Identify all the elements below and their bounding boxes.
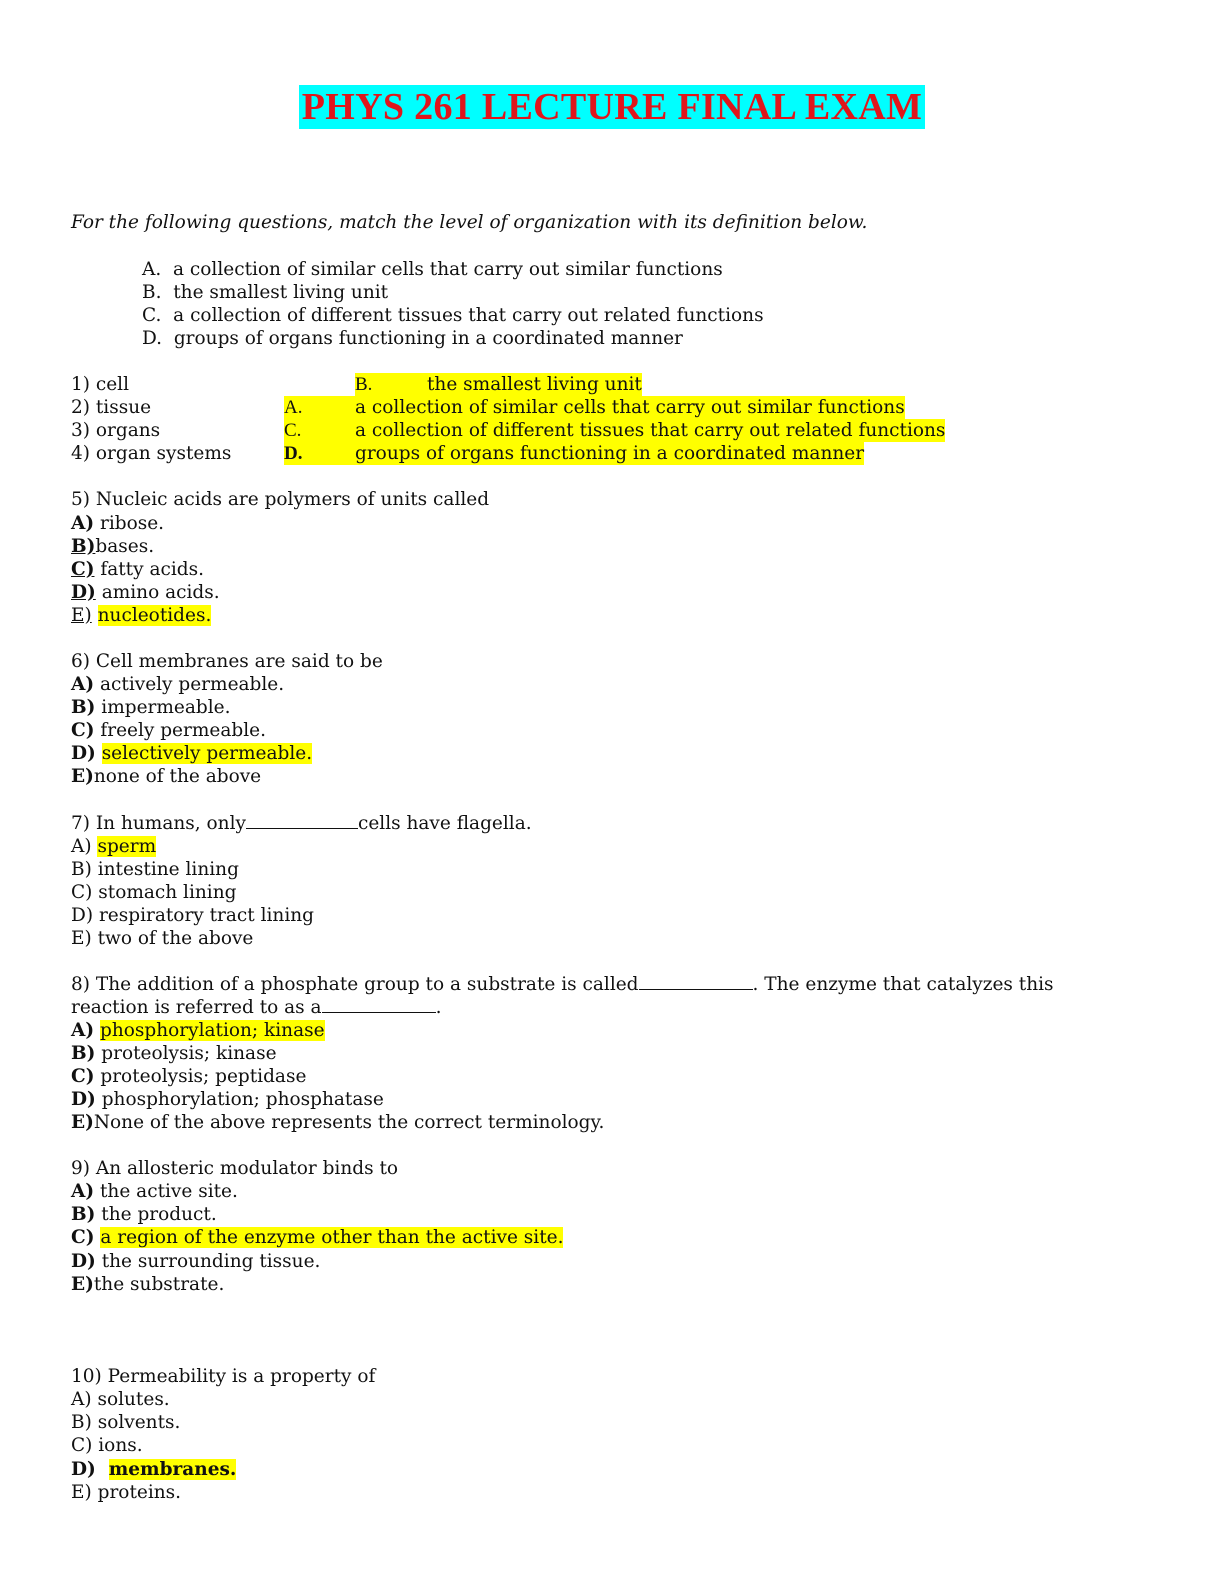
- definition-text: the smallest living unit: [173, 282, 389, 303]
- option-letter: E): [71, 928, 92, 949]
- option-text: freely permeable.: [100, 720, 266, 741]
- option-text: solutes.: [97, 1389, 170, 1410]
- definition-d: [142, 327, 683, 350]
- question-8-stem-line1: [71, 973, 1054, 996]
- option-text: bases.: [95, 536, 155, 557]
- match-letter-1: B.: [355, 373, 427, 396]
- q9-option-b: [71, 1203, 217, 1226]
- option-letter: C): [71, 1435, 93, 1456]
- match-answer-4: groups of organs functioning in a coordinated manner: [355, 443, 865, 464]
- match-answer-3: a collection of different tissues that carry out related functions: [355, 420, 946, 441]
- match-letter-2: A.: [284, 396, 355, 419]
- correct-answer-text: membranes.: [108, 1459, 237, 1480]
- stem-text: . The enzyme that catalyzes this: [752, 974, 1054, 995]
- option-text: solvents.: [97, 1412, 181, 1433]
- q10-option-a: [71, 1388, 170, 1411]
- question-6-stem: 6) Cell membranes are said to be: [71, 651, 383, 672]
- option-text: amino acids.: [101, 582, 220, 603]
- option-text: impermeable.: [101, 697, 231, 718]
- option-letter: E): [71, 1274, 94, 1295]
- q9-option-a: [71, 1180, 238, 1203]
- option-letter: C): [71, 559, 95, 580]
- correct-answer-text: nucleotides.: [97, 605, 212, 626]
- option-letter: B): [71, 859, 92, 880]
- q7-option-d: [71, 904, 314, 927]
- option-text: respiratory tract lining: [98, 905, 315, 926]
- question-7-stem: [71, 812, 532, 835]
- q5-option-e: [71, 604, 211, 627]
- option-letter: D): [71, 582, 96, 603]
- q8-option-a: [71, 1019, 325, 1042]
- stem-text: 8) The addition of a phosphate group to a substrate is called: [71, 974, 639, 995]
- option-text: the substrate.: [93, 1274, 225, 1295]
- definition-a: [142, 258, 723, 281]
- option-text: two of the above: [97, 928, 254, 949]
- option-letter: A): [71, 1020, 95, 1041]
- option-text: ribose.: [100, 513, 165, 534]
- q10-option-c: [71, 1434, 143, 1457]
- q9-option-c: [71, 1226, 563, 1249]
- q6-option-d: [71, 742, 312, 765]
- correct-answer-text: a region of the enzyme other than the active site.: [100, 1227, 564, 1248]
- instruction-text: For the following questions, match the level of organization with its definition below.: [71, 212, 868, 233]
- q10-option-b: [71, 1411, 180, 1434]
- q7-option-e: [71, 927, 253, 950]
- option-text: the active site.: [100, 1181, 238, 1202]
- option-text: stomach lining: [98, 882, 237, 903]
- definition-letter: A.: [142, 259, 162, 280]
- match-term-4: 4) organ systems: [71, 443, 232, 464]
- option-letter: E): [71, 1112, 94, 1133]
- option-letter: A): [71, 836, 92, 857]
- q8-option-b: [71, 1042, 277, 1065]
- q5-option-a: [71, 512, 164, 535]
- option-text: None of the above represents the correct terminology.: [93, 1112, 605, 1133]
- q7-option-b: [71, 858, 239, 881]
- q9-option-d: [71, 1250, 320, 1273]
- q6-option-e: [71, 765, 261, 788]
- definition-text: a collection of similar cells that carry out similar functions: [173, 259, 723, 280]
- option-text: the surrounding tissue.: [101, 1251, 321, 1272]
- option-letter: A): [71, 1389, 92, 1410]
- stem-text: 7) In humans, only: [71, 813, 246, 834]
- answer-blank: [639, 973, 753, 990]
- stem-text: cells have flagella.: [357, 813, 532, 834]
- option-text: proteins.: [97, 1482, 182, 1503]
- q7-option-a: [71, 835, 156, 858]
- option-text: phosphorylation; phosphatase: [101, 1089, 384, 1110]
- q10-option-d: [71, 1458, 236, 1481]
- definition-c: [142, 304, 764, 327]
- match-term-2: 2) tissue: [71, 397, 152, 418]
- q8-option-d: [71, 1088, 384, 1111]
- q6-option-c: [71, 719, 266, 742]
- q5-option-b: [71, 535, 154, 558]
- correct-answer-text: sperm: [97, 836, 157, 857]
- option-text: intestine lining: [97, 859, 239, 880]
- option-letter: D): [71, 743, 96, 764]
- option-letter: D): [71, 1459, 96, 1480]
- option-letter: E): [71, 1482, 92, 1503]
- option-letter: A): [71, 674, 95, 695]
- q8-option-c: [71, 1065, 306, 1088]
- option-letter: D): [71, 1251, 96, 1272]
- correct-answer-text: selectively permeable.: [101, 743, 313, 764]
- q6-option-a: [71, 673, 284, 696]
- option-letter: D): [71, 905, 94, 926]
- match-letter-3: C.: [284, 419, 355, 442]
- q5-option-d: [71, 581, 220, 604]
- question-10-stem: 10) Permeability is a property of: [71, 1366, 376, 1387]
- option-letter: E): [71, 766, 94, 787]
- answer-blank: [246, 812, 358, 829]
- option-letter: E): [71, 605, 92, 626]
- definition-b: [142, 281, 388, 304]
- option-text: actively permeable.: [100, 674, 285, 695]
- question-5-stem: 5) Nucleic acids are polymers of units called: [71, 489, 490, 510]
- option-letter: C): [71, 1227, 95, 1248]
- definition-letter: C.: [142, 305, 162, 326]
- option-text: fatty acids.: [100, 559, 204, 580]
- option-text: proteolysis; kinase: [101, 1043, 277, 1064]
- question-9-stem: 9) An allosteric modulator binds to: [71, 1158, 399, 1179]
- match-answer-1: the smallest living unit: [427, 374, 642, 395]
- option-letter: C): [71, 882, 93, 903]
- option-letter: A): [71, 1181, 95, 1202]
- definition-letter: B.: [142, 282, 162, 303]
- match-answer-2: a collection of similar cells that carry out similar functions: [355, 397, 905, 418]
- match-term-3: 3) organs: [71, 420, 161, 441]
- option-text: the product.: [101, 1204, 217, 1225]
- q10-option-e: [71, 1481, 181, 1504]
- q6-option-b: [71, 696, 230, 719]
- q9-option-e: [71, 1273, 224, 1296]
- q7-option-c: [71, 881, 236, 904]
- option-letter: C): [71, 720, 95, 741]
- stem-text: .: [435, 997, 442, 1018]
- option-letter: B): [71, 536, 96, 557]
- page-title: PHYS 261 LECTURE FINAL EXAM: [299, 85, 925, 129]
- stem-text: reaction is referred to as a: [71, 997, 322, 1018]
- q8-option-e: [71, 1111, 604, 1134]
- definition-text: a collection of different tissues that carry out related functions: [173, 305, 764, 326]
- option-text: ions.: [98, 1435, 143, 1456]
- match-term-1: 1) cell: [71, 374, 130, 395]
- answer-blank: [322, 996, 436, 1013]
- correct-answer-text: phosphorylation; kinase: [100, 1020, 325, 1041]
- definition-text: groups of organs functioning in a coordinated manner: [173, 328, 683, 349]
- option-letter: B): [71, 1043, 96, 1064]
- definition-letter: D.: [142, 328, 163, 349]
- option-letter: B): [71, 1412, 92, 1433]
- title-wrap: [0, 85, 1224, 129]
- option-letter: D): [71, 1089, 96, 1110]
- option-text: none of the above: [93, 766, 262, 787]
- option-letter: B): [71, 697, 96, 718]
- option-letter: B): [71, 1204, 96, 1225]
- option-text: proteolysis; peptidase: [100, 1066, 307, 1087]
- question-8-stem-line2: [71, 996, 441, 1019]
- option-letter: C): [71, 1066, 95, 1087]
- q5-option-c: [71, 558, 204, 581]
- option-letter: A): [71, 513, 95, 534]
- match-letter-4: D.: [284, 442, 355, 465]
